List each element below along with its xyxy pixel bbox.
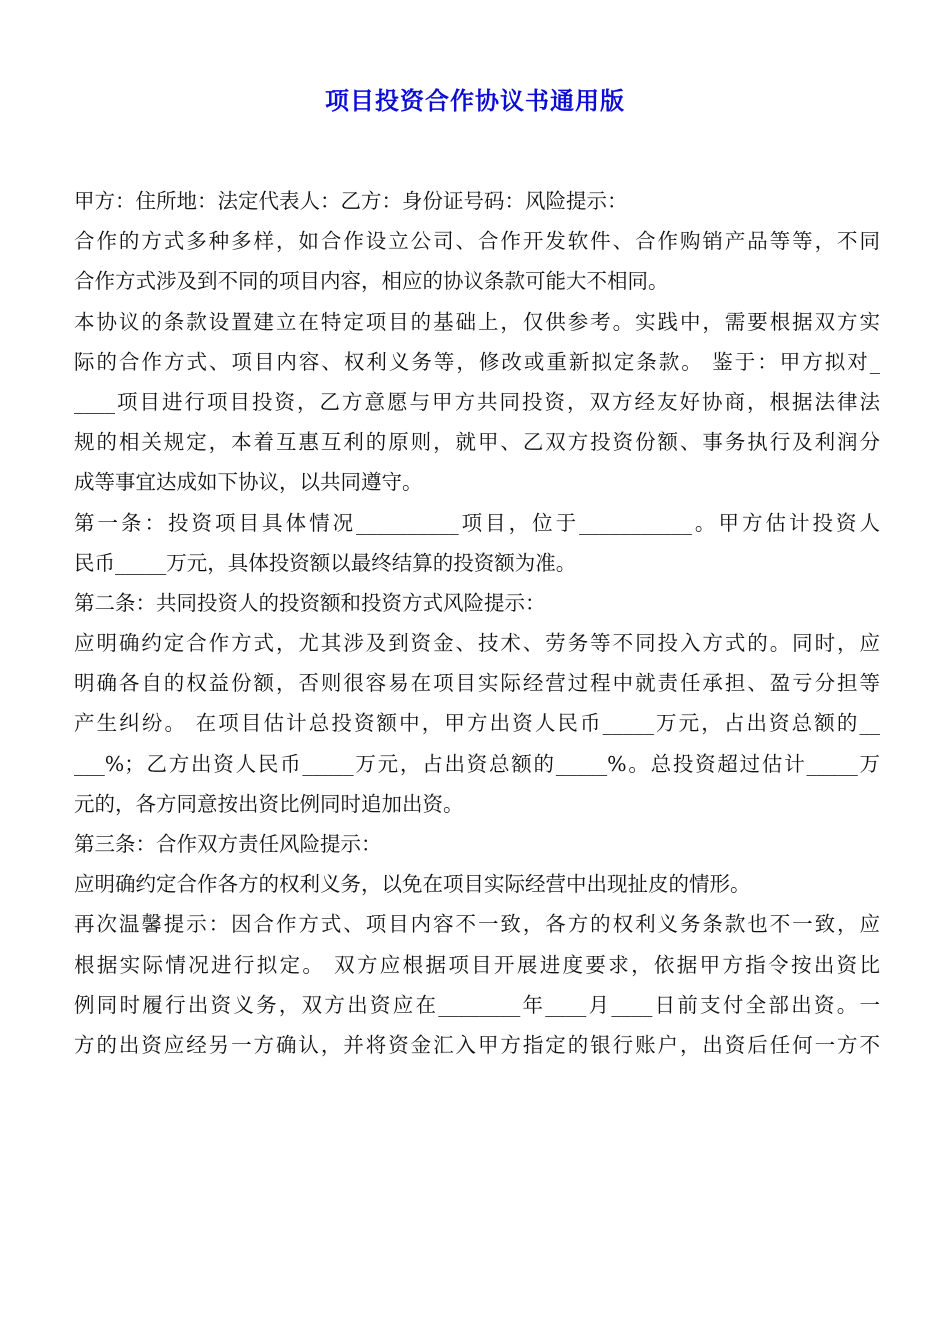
document-body [74, 181, 880, 1065]
body-line-10: 民币_____万元，具体投资额以最终结算的投资额为准。 [74, 550, 577, 575]
body-line-21: 例同时履行出资义务，双方出资应在________年____月____日前支付全部出资。一 [74, 992, 880, 1017]
body-line-16: 元的，各方同意按出资比例同时追加出资。 [74, 791, 464, 816]
body-line-8: 成等事宜达成如下协议，以共同遵守。 [74, 470, 423, 495]
body-line-1: 甲方：住所地：法定代表人：乙方：身份证号码：风险提示： [74, 189, 628, 213]
body-line-3: 合作方式涉及到不同的项目内容，相应的协议条款可能大不相同。 [74, 269, 669, 294]
body-line-7: 规的相关规定，本着互惠互利的原则，就甲、乙双方投资份额、事务执行及利润分 [74, 430, 880, 455]
body-line-20: 根据实际情况进行拟定。 双方应根据项目开展进度要求，依据甲方指令按出资比 [74, 952, 880, 977]
document-title: 项目投资合作协议书通用版 [325, 86, 625, 115]
body-line-19: 再次温馨提示：因合作方式、项目内容不一致，各方的权利义务条款也不一致，应 [74, 912, 880, 937]
body-line-22: 方的出资应经另一方确认，并将资金汇入甲方指定的银行账户，出资后任何一方不 [74, 1032, 880, 1057]
body-line-4: 本协议的条款设置建立在特定项目的基础上，仅供参考。实践中，需要根据双方实 [74, 309, 880, 334]
body-line-15: ___%；乙方出资人民币_____万元，占出资总额的_____%。总投资超过估计_____万 [74, 751, 880, 776]
body-line-2: 合作的方式多种多样，如合作设立公司、合作开发软件、合作购销产品等等，不同 [74, 229, 880, 254]
body-line-11: 第二条：共同投资人的投资额和投资方式风险提示： [74, 590, 546, 615]
body-line-14: 产生纠纷。 在项目估计总投资额中，甲方出资人民币_____万元，占出资总额的__ [74, 711, 880, 736]
body-line-5: 际的合作方式、项目内容、权利义务等，修改或重新拟定条款。 鉴于：甲方拟对_ [74, 349, 880, 374]
body-line-9: 第一条：投资项目具体情况__________项目，位于___________。甲方估计投资人 [74, 510, 880, 535]
body-line-17: 第三条：合作双方责任风险提示： [74, 832, 382, 856]
body-line-6: ____项目进行项目投资，乙方意愿与甲方共同投资，双方经友好协商，根据法律法 [74, 389, 880, 414]
body-line-12: 应明确约定合作方式，尤其涉及到资金、技术、劳务等不同投入方式的。同时，应 [74, 631, 880, 656]
body-line-18: 应明确约定合作各方的权利义务，以免在项目实际经营中出现扯皮的情形。 [74, 872, 751, 897]
body-line-13: 明确各自的权益份额，否则很容易在项目实际经营过程中就责任承担、盈亏分担等 [74, 671, 880, 696]
